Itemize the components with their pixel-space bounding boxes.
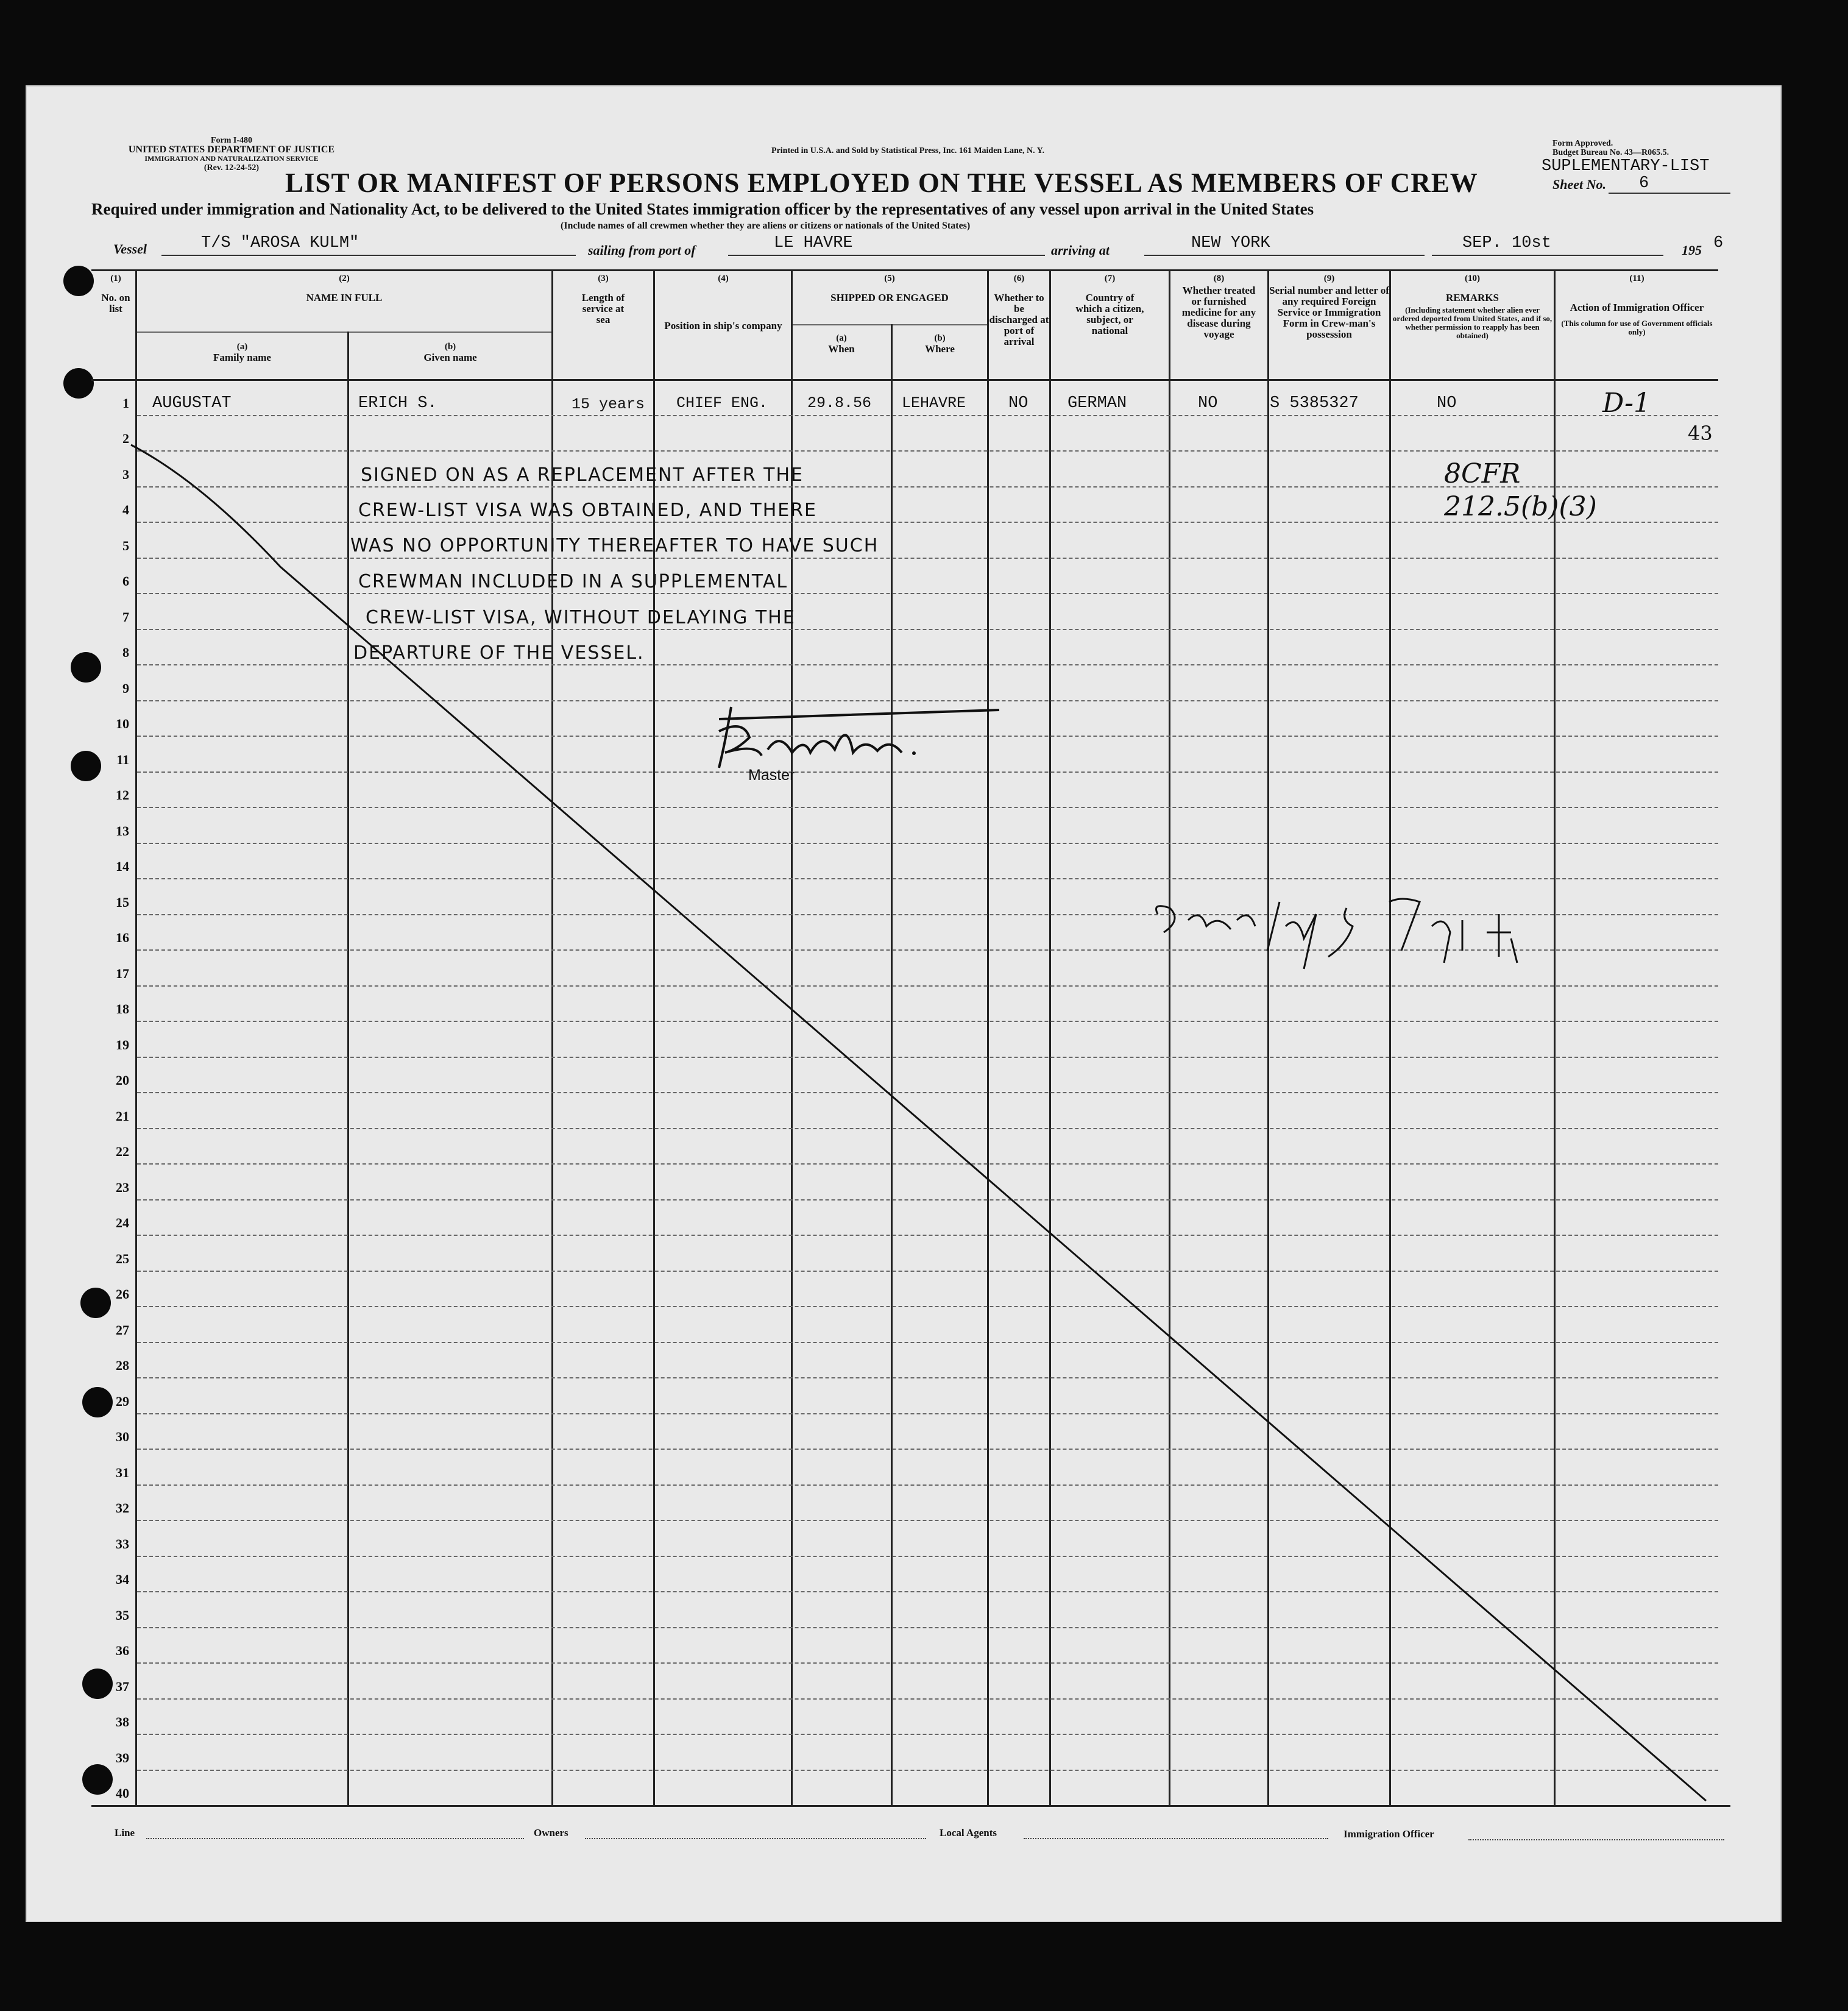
row-number: 34 [116, 1572, 129, 1587]
row-number: 7 [122, 609, 129, 625]
statement-line: WAS NO OPPORTUNITY THEREAFTER TO HAVE SUCH [350, 535, 879, 556]
entry-medicine: NO [1198, 394, 1218, 413]
col-label: Length of service at sea [581, 292, 625, 325]
sailing-label: sailing from port of [588, 243, 696, 258]
entry-position: CHIEF ENG. [676, 394, 768, 412]
footer-line-rule [146, 1838, 524, 1839]
revision: (Rev. 12-24-52) [204, 163, 260, 172]
vessel-name: T/S "AROSA KULM" [201, 234, 359, 252]
col-label: Family name [213, 352, 271, 363]
form-approved: Form Approved. [1552, 139, 1613, 148]
entry-remarks: NO [1437, 394, 1457, 413]
row-number: 18 [116, 1001, 129, 1016]
row-number: 33 [116, 1536, 129, 1552]
cfr-reference-line2: 212.5(b)(3) [1444, 491, 1597, 522]
col-label: Position in ship's company [664, 320, 782, 332]
row-number: 28 [116, 1358, 129, 1373]
entry-serial: S 5385327 [1270, 394, 1359, 413]
entry-where: LEHAVRE [902, 394, 966, 412]
cfr-reference-line1: 8CFR [1444, 458, 1521, 489]
entry-action: D-1 [1602, 388, 1651, 419]
year-prefix: 195 [1682, 243, 1702, 258]
master-label: Master [748, 767, 795, 784]
footer-owners-rule [585, 1838, 926, 1839]
row-number: 2 [122, 431, 129, 446]
col-number: (b) [444, 342, 456, 352]
col-label: Where [925, 343, 955, 355]
entry-given-name: ERICH S. [358, 394, 437, 413]
row-number: 6 [122, 573, 129, 589]
row-number: 1 [122, 395, 129, 411]
statement-line: DEPARTURE OF THE VESSEL. [353, 642, 645, 664]
row-number: 30 [116, 1429, 129, 1444]
col-note: (This column for use of Government officials only) [1561, 319, 1713, 336]
row-number: 10 [116, 716, 129, 731]
row-number: 36 [116, 1643, 129, 1658]
row-number: 26 [116, 1286, 129, 1302]
col-label: NAME IN FULL [306, 292, 383, 303]
year-suffix: 6 [1713, 234, 1724, 252]
row-number: 5 [122, 537, 129, 553]
col-number: (a) [836, 333, 847, 343]
row-number: 38 [116, 1714, 129, 1729]
supplementary-list: SUPLEMENTARY-LIST [1542, 157, 1710, 176]
row-number: 32 [116, 1500, 129, 1516]
col-label: Country of which a citizen, subject, or national [1075, 292, 1144, 336]
row-number: 39 [116, 1750, 129, 1765]
row-number: 12 [116, 787, 129, 803]
footer-owners: Owners [534, 1827, 568, 1839]
entry-country: GERMAN [1067, 394, 1127, 413]
row-number: 11 [116, 751, 129, 767]
row-number: 4 [122, 502, 129, 517]
col-label: Whether treated or furnished medicine for any disease during voyage [1181, 285, 1256, 340]
service: IMMIGRATION AND NATURALIZATION SERVICE [144, 154, 319, 163]
row-number: 15 [116, 894, 129, 910]
col-label: SHIPPED OR ENGAGED [830, 292, 949, 303]
printer-line: Printed in U.S.A. and Sold by Statistical Press, Inc. 161 Maiden Lane, N. Y. [771, 146, 1044, 155]
row-number: 20 [116, 1073, 129, 1088]
vessel-label: Vessel [113, 241, 147, 257]
statement-line: CREW-LIST VISA, WITHOUT DELAYING THE [366, 607, 796, 628]
form-number: Form I-480 [210, 136, 253, 145]
footer-agents-rule [1024, 1838, 1328, 1839]
col-number: (5) [884, 274, 895, 283]
footer-local-agents: Local Agents [940, 1827, 997, 1839]
col-label: Whether to be discharged at port of arrival [989, 292, 1049, 347]
row-number: 17 [116, 965, 129, 981]
col-number: (2) [339, 274, 350, 283]
col-number: (6) [1013, 274, 1025, 283]
footer-line: Line [115, 1827, 135, 1839]
col-number: (4) [718, 274, 729, 283]
col-number: (11) [1629, 274, 1644, 283]
col-number: (8) [1213, 274, 1225, 283]
budget-bureau: Budget Bureau No. 43—R065.5. [1552, 148, 1669, 157]
row-number: 27 [116, 1322, 129, 1338]
col-number: (10) [1465, 274, 1480, 283]
col-label: Serial number and letter of any required Foreign Service or Immigration Form in Crew-man's possession [1269, 285, 1389, 340]
arriving-label: arriving at [1051, 243, 1110, 258]
port-to: NEW YORK [1191, 234, 1270, 252]
row-number: 13 [116, 823, 129, 839]
row-number: 24 [116, 1215, 129, 1230]
row-number: 31 [116, 1464, 129, 1480]
row-number: 3 [122, 466, 129, 482]
col-label: When [828, 343, 855, 355]
col-number: (7) [1104, 274, 1116, 283]
count-annotation: 43 [1688, 422, 1713, 445]
entry-when: 29.8.56 [807, 394, 872, 412]
row-number: 21 [116, 1108, 129, 1124]
form-subtitle: Required under immigration and Nationality Act, to be delivered to the United States immigration officer by the representatives of any vessel upon arrival in the United States [91, 200, 1314, 218]
row-number: 29 [116, 1393, 129, 1409]
footer-officer-rule [1468, 1839, 1724, 1840]
row-number: 23 [116, 1179, 129, 1195]
entry-family-name: AUGUSTAT [152, 394, 232, 413]
col-label: Action of Immigration Officer [1570, 302, 1704, 313]
col-number: (9) [1323, 274, 1335, 283]
arrival-date: SEP. 10st [1462, 234, 1551, 252]
statement-line: CREWMAN INCLUDED IN A SUPPLEMENTAL [358, 571, 788, 592]
col-label: REMARKS [1446, 292, 1499, 303]
row-number: 16 [116, 930, 129, 945]
footer-immigration-officer: Immigration Officer [1344, 1828, 1434, 1840]
col-number: (b) [934, 333, 946, 343]
row-number: 14 [116, 859, 129, 874]
statement-line: CREW-LIST VISA WAS OBTAINED, AND THERE [358, 500, 818, 521]
row-number: 9 [122, 680, 129, 696]
row-number: 19 [116, 1037, 129, 1052]
col-label: No. on list [101, 292, 130, 314]
row-number: 35 [116, 1607, 129, 1623]
col-number: (a) [236, 342, 248, 352]
row-number: 40 [116, 1786, 129, 1801]
row-number: 25 [116, 1250, 129, 1266]
row-number: 8 [122, 645, 129, 660]
col-number: (1) [110, 274, 121, 283]
entry-service: 15 years [572, 395, 645, 413]
department: UNITED STATES DEPARTMENT OF JUSTICE [128, 144, 335, 155]
col-number: (3) [598, 274, 609, 283]
row-number: 37 [116, 1678, 129, 1694]
entry-discharged: NO [1008, 394, 1028, 413]
col-note: (Including statement whether alien ever ordered deported from United States, and if so, whether permission to reapply has been obtained) [1392, 305, 1552, 340]
row-number: 22 [116, 1144, 129, 1159]
col-label: Given name [423, 352, 477, 363]
sheet-label: Sheet No. [1552, 177, 1606, 192]
statement-line: SIGNED ON AS A REPLACEMENT AFTER THE [361, 464, 804, 486]
form-title: LIST OR MANIFEST OF PERSONS EMPLOYED ON THE VESSEL AS MEMBERS OF CREW [285, 168, 1478, 198]
form-note: (Include names of all crewmen whether they are aliens or citizens or nationals of the United States) [561, 221, 971, 231]
sheet-number: 6 [1639, 174, 1649, 193]
port-from: LE HAVRE [774, 234, 853, 252]
